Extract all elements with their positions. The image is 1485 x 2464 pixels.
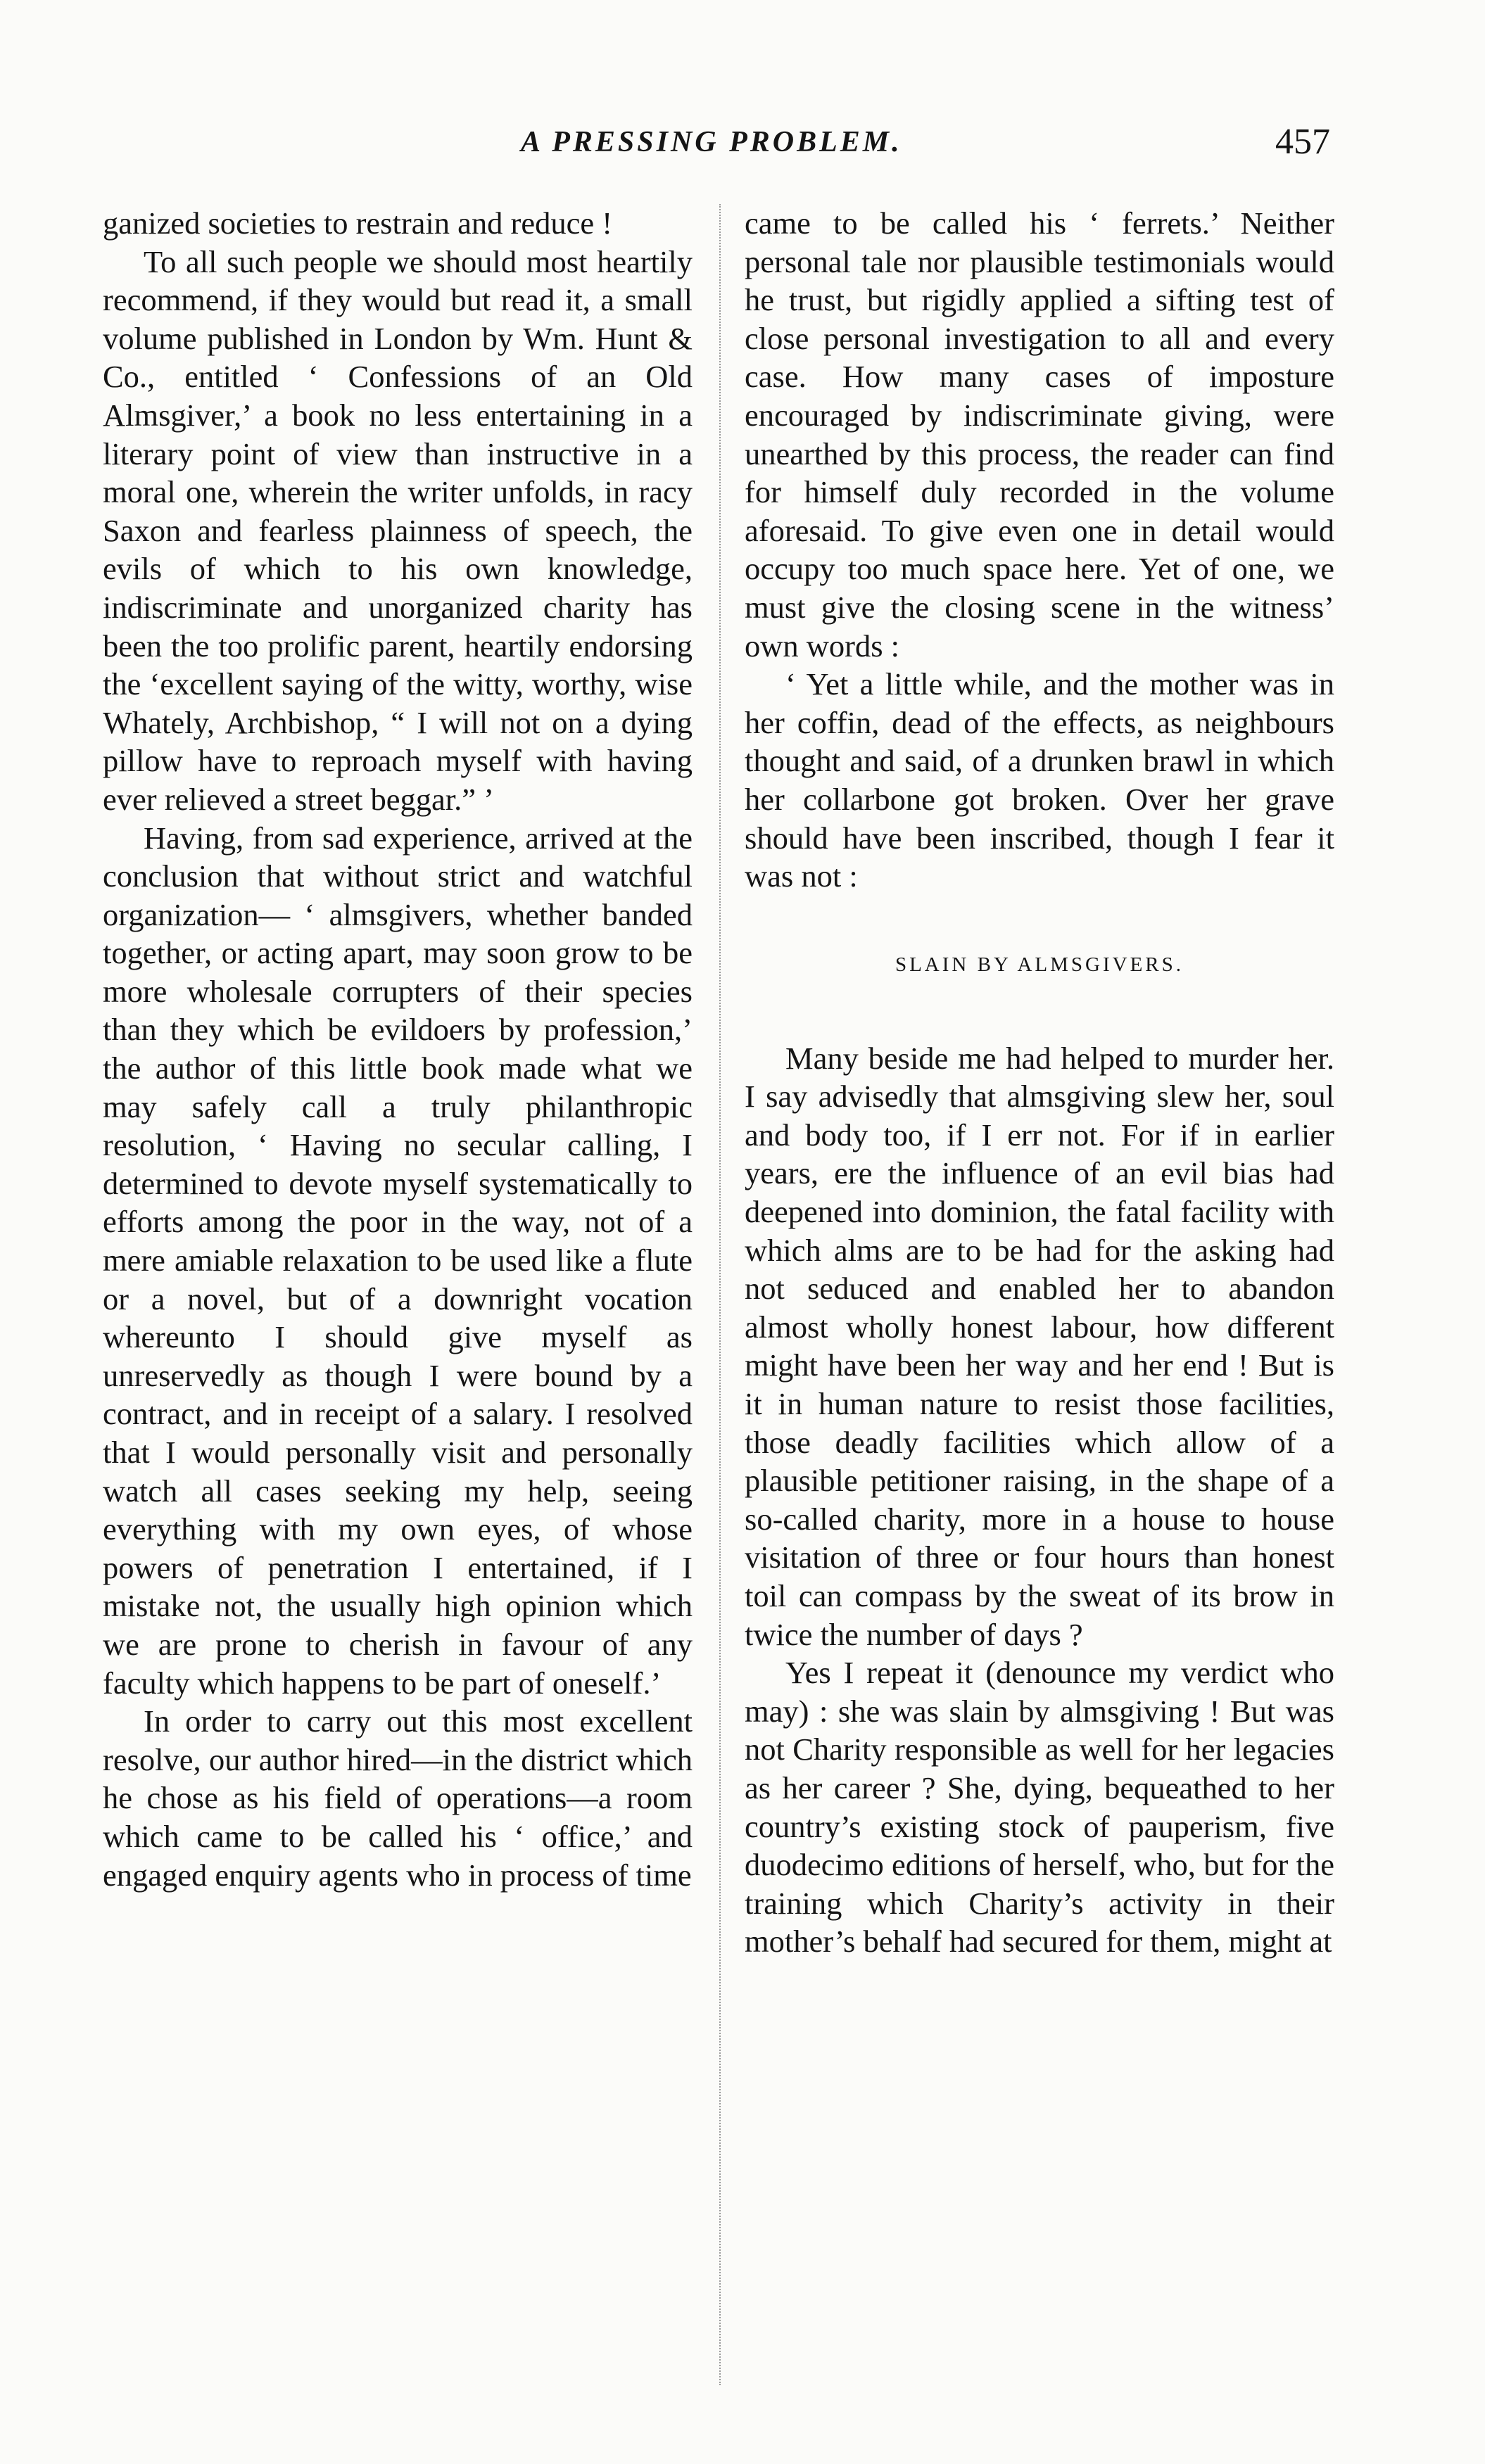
paragraph: came to be called his ‘ ferrets.’ Neither personal tale nor plausible testimonials would he trust, but rigidly applied a sifting test of close personal investigation to all and every case. How many cases of imposture encouraged by indiscriminate giving, were unearthed by this process, the reader can find for himself duly recorded in the volume aforesaid. To give even one in detail would occupy too much space here. Yet of one, we must give the closing scene in the witness’ own words : [745,205,1334,663]
paragraph: In order to carry out this most excellent resolve, our author hired—in the district which he chose as his field of operations—a room which came to be called his ‘ office,’ and engaged enquiry agents who in process of time [103,1703,693,1893]
paragraph: ganized societies to restrain and reduce ! [103,205,613,241]
paragraph: To all such people we should most heartily recommend, if they would but read it, a small volume published in London by Wm. Hunt & Co., entitled ‘ Confessions of an Old Almsgiver,’ a book no less entertaining in a literary point of view than instructive in a moral one, wherein the writer unfolds, in racy Saxon and fearless plainness of speech, the evils of which to his own knowledge, indiscriminate and unorganized charity has been the too prolific parent, heartily endorsing the ‘excellent saying of the witty, worthy, wise Whately, Archbishop, “ I will not on a dying pillow have to reproach myself with having ever relieved a street beggar.” ’ [103,243,693,817]
paragraph: Yes I repeat it (denounce my verdict who may) : she was slain by almsgiving ! But was not Charity responsible as well for her legacies as her career ? She, dying, bequeathed to her country’s existing stock of pauperism, five duodecimo editions of herself, who, but for the training which Charity’s activity in their mother’s behalf had secured for them, might at [745,1655,1334,1960]
right-column [745,204,1334,1961]
paragraph: Having, from sad experience, arrived at the conclusion that without strict and watchful organization— ‘ almsgivers, whether banded together, or acting apart, may soon grow to be more wholesale corrupters of their species than they which be evildoers by profession,’ the author of this little book made what we may safely call a truly philanthropic resolution, ‘ Having no secular calling, I determined to devote myself systematically to efforts among the poor in the way, not of a mere amiable relaxation to be used like a flute or a novel, but of a downright vocation whereunto I should give myself as unreservedly as though I were bound by a contract, and in receipt of a salary. I resolved that I would personally visit and personally watch all cases seeking my help, seeing everything with my own eyes, of whose powers of penetration I entertained, if I mistake not, the usually high opinion which we are prone to cherish in favour of any faculty which happens to be part of oneself.’ [103,820,693,1701]
paragraph: ‘ Yet a little while, and the mother was in her coffin, dead of the effects, as neighbours thought and said, of a drunken brawl in which her collarbone got broken. Over her grave should have been inscribed, though I fear it was not : [745,666,1334,894]
epitaph-inscription: SLAIN BY ALMSGIVERS. [895,953,1184,976]
paragraph: Many beside me had helped to murder her. I say advisedly that almsgiving slew her, soul and body too, if I err not. For if in earlier years, ere the influence of an evil bias had deepened into dominion, the fatal facility with which alms are to be had for the asking had not seduced and enabled her to abandon almost wholly honest labour, how different might have been her way and her end ! But is it in human nature to resist those facilities, those deadly facilities which allow of a plausible petitioner raising, in the shape of a so-called charity, more in a house to house visitation of three or four hours than honest toil can compass by the sweat of its brow in twice the number of days ? [745,1040,1334,1652]
page-number: 457 [1275,122,1330,162]
running-head [0,122,1485,174]
left-column [103,204,693,1894]
column-divider [719,204,721,2385]
running-title: A PRESSING PROBLEM. [521,126,902,158]
